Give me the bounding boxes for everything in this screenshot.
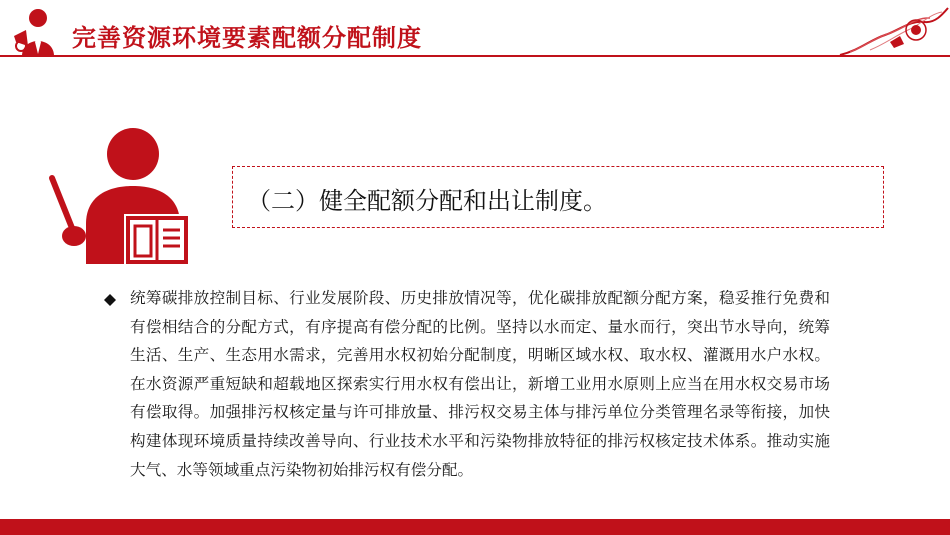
subtitle-box (232, 166, 884, 228)
section-subtitle: （二）健全配额分配和出让制度。 (247, 187, 607, 215)
header-divider (0, 55, 950, 57)
diamond-bullet-icon (104, 294, 116, 306)
page-title: 完善资源环境要素配额分配制度 (72, 24, 422, 52)
ribbon-decoration-icon (830, 0, 950, 60)
speaker-person-icon (8, 6, 64, 58)
teacher-with-book-icon (46, 124, 196, 264)
footer-bar (0, 519, 950, 535)
body-paragraph: 统筹碳排放控制目标、行业发展阶段、历史排放情况等，优化碳排放配额分配方案，稳妥推行免费和有偿相结合的分配方式，有序提高有偿分配的比例。坚持以水而定、量水而行，突出节水导向，统筹生活、生产、生态用水需求，完善用水权初始分配制度，明晰区域水权、取水权、灌溉用水户水权。在水资源严重短缺和超载地区探索实行用水权有偿出让，新增工业用水原则上应当在用水权交易市场有偿取得。加强排污权核定量与许可排放量、排污权交易主体与排污单位分类管理名录等衔接，加快构建体现环境质量持续改善导向、行业技术水平和污染物排放特征的排污权核定技术体系。推动实施大气、水等领域重点污染物初始排污权有偿分配。 (130, 289, 830, 479)
